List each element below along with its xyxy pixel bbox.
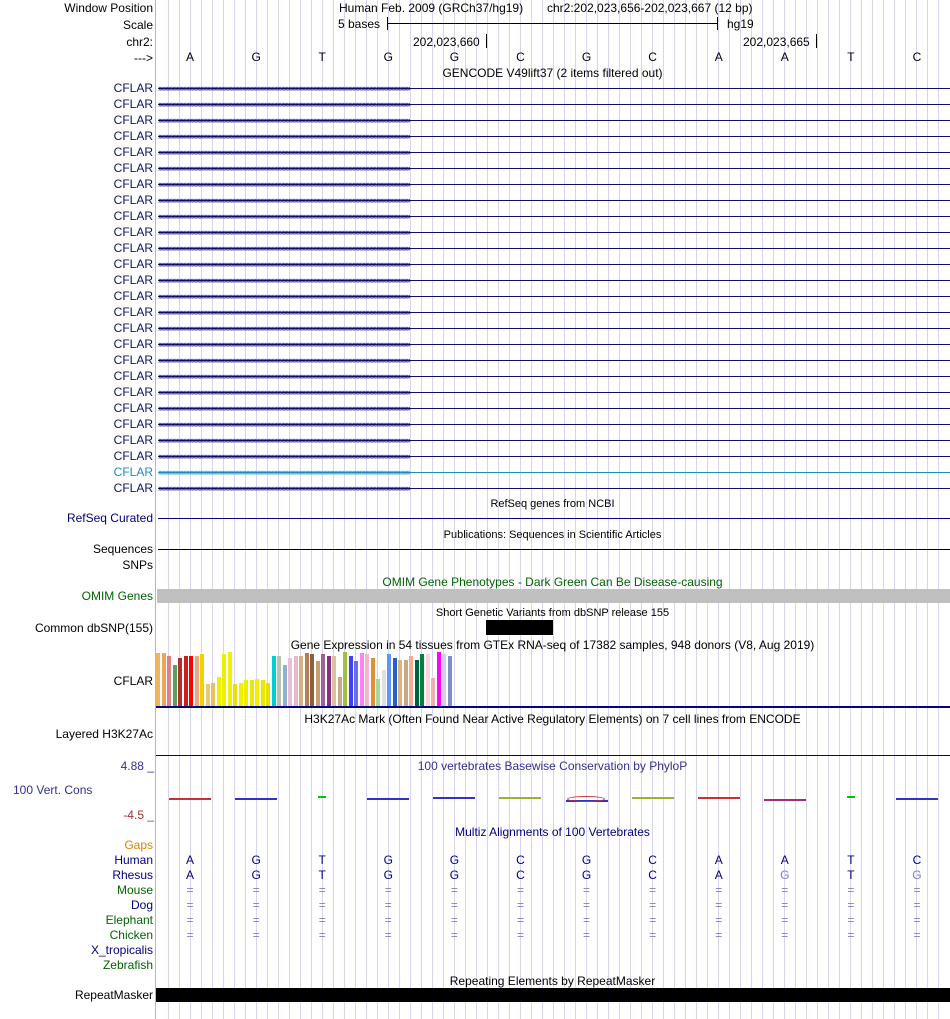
multiz-base: = xyxy=(649,883,657,897)
multiz-species-label[interactable]: Dog xyxy=(130,898,153,912)
gencode-gene-label[interactable]: CFLAR xyxy=(113,401,153,415)
strand-arrows: ›››››››››››››››››››››››››››››››››››››››››››››››››››››››››››››››››››››››››››››››››››››››››››››››››››››››››››››››››››››››››››››››››››››››››››››››››››››››››››››››››››››››››››››››››››› xyxy=(158,307,410,317)
gtex-tissue-bar[interactable] xyxy=(448,656,452,706)
strand-arrows: ›››››››››››››››››››››››››››››››››››››››››››››››››››››››››››››››››››››››››››››››››››››››››››››››››››››››››››››››››››››››››››››››››››››››››››››››››››››››››››››››››››››››››››››››››››› xyxy=(158,483,410,493)
multiz-base: T xyxy=(318,868,326,882)
gtex-tissue-bar[interactable] xyxy=(239,683,243,706)
gencode-transcript[interactable] xyxy=(158,385,950,399)
strand-arrows: ›››››››››››››››››››››››››››››››››››››››››››››››››››››››››››››››››››››››››››››››››››››››››››››››››››››››››››››››››››››››››››››››››››››››››››››››››››››››››››››››››››››››››››››››››››› xyxy=(158,227,410,237)
phylop-score-mark[interactable] xyxy=(847,796,855,798)
publications-line[interactable] xyxy=(158,549,950,550)
multiz-base: = xyxy=(450,928,458,942)
gtex-tissue-bar[interactable] xyxy=(178,658,182,706)
strand-arrows: ›››››››››››››››››››››››››››››››››››››››››››››››››››››››››››››››››››››››››››››››››››››››››››››››››››››››››››››››››››››››››››››››››››››››››››››››››››››››››››››››››››››››››››››››››››› xyxy=(158,131,410,141)
omim-label[interactable]: OMIM Genes xyxy=(81,589,153,603)
multiz-base: = xyxy=(649,913,657,927)
multiz-base: = xyxy=(913,928,921,942)
publications-label[interactable]: Sequences xyxy=(92,542,153,556)
gencode-gene-label[interactable]: CFLAR xyxy=(113,161,153,175)
gtex-tissue-bar[interactable] xyxy=(211,683,215,706)
multiz-base: = xyxy=(450,913,458,927)
gtex-tissue-bar[interactable] xyxy=(354,661,358,706)
gtex-label[interactable]: CFLAR xyxy=(113,674,153,688)
multiz-species-label[interactable]: Chicken xyxy=(109,928,153,942)
multiz-base: = xyxy=(583,928,591,942)
strand-arrows: ›››››››››››››››››››››››››››››››››››››››››››››››››››››››››››››››››››››››››››››››››››››››››››››››››››››››››››››››››››››››››››››››››››››››››››››››››››››››››››››››››››››››››››››››››››› xyxy=(158,339,410,349)
phylop-score-mark[interactable] xyxy=(896,798,938,800)
chrom-label: chr2: xyxy=(126,35,153,49)
strand-arrows: ›››››››››››››››››››››››››››››››››››››››››››››››››››››››››››››››››››››››››››››››››››››››››››››››››››››››››››››››››››››››››››››››››››››››››››››››››››››››››››››››››››››››››››››››››››› xyxy=(158,419,410,429)
multiz-base: = xyxy=(715,928,723,942)
gencode-transcript[interactable] xyxy=(158,241,950,255)
multiz-base: G xyxy=(251,868,261,882)
multiz-species-label[interactable]: Zebrafish xyxy=(102,958,153,972)
gencode-gene-label[interactable]: CFLAR xyxy=(113,433,153,447)
gtex-tissue-bar[interactable] xyxy=(233,684,237,706)
gtex-tissue-bar[interactable] xyxy=(415,660,419,706)
gencode-gene-label[interactable]: CFLAR xyxy=(113,481,153,495)
multiz-base: C xyxy=(648,868,657,882)
gencode-gene-label[interactable]: CFLAR xyxy=(113,289,153,303)
gencode-transcript[interactable] xyxy=(158,209,950,223)
gencode-gene-label[interactable]: CFLAR xyxy=(113,177,153,191)
multiz-base: A xyxy=(714,868,723,882)
multiz-base: G xyxy=(449,868,460,882)
gtex-tissue-bar[interactable] xyxy=(420,654,424,706)
multiz-base: = xyxy=(516,898,524,912)
coord-1-tick xyxy=(486,34,487,48)
gtex-tissue-bar[interactable] xyxy=(250,680,254,706)
multiz-base: = xyxy=(186,898,194,912)
phylop-score-mark[interactable] xyxy=(318,796,326,798)
dbsnp-label[interactable]: Common dbSNP(155) xyxy=(34,621,153,635)
multiz-base: = xyxy=(913,898,921,912)
multiz-base: = xyxy=(384,928,392,942)
gtex-tissue-bar[interactable] xyxy=(393,658,397,706)
multiz-base: = xyxy=(781,913,789,927)
gencode-transcript[interactable] xyxy=(158,321,950,335)
refseq-title[interactable]: RefSeq genes from NCBI xyxy=(490,498,615,510)
multiz-base: T xyxy=(318,853,326,867)
gtex-tissue-bar[interactable] xyxy=(360,653,364,706)
gencode-transcript[interactable] xyxy=(158,433,950,447)
gtex-tissue-bar[interactable] xyxy=(327,656,331,706)
multiz-base: C xyxy=(516,868,525,882)
base-letter: G xyxy=(251,50,261,64)
gencode-gene-label[interactable]: CFLAR xyxy=(113,225,153,239)
gtex-tissue-bar[interactable] xyxy=(244,680,248,706)
multiz-title[interactable]: Multiz Alignments of 100 Vertebrates xyxy=(455,825,650,839)
gtex-tissue-bar[interactable] xyxy=(217,677,221,706)
gtex-tissue-bar[interactable] xyxy=(376,679,380,706)
phylop-score-mark[interactable] xyxy=(433,797,475,799)
base-letter: C xyxy=(912,50,922,64)
gencode-gene-label[interactable]: CFLAR xyxy=(113,193,153,207)
gencode-transcript[interactable] xyxy=(158,257,950,271)
scale-bar xyxy=(387,23,718,24)
coord-2: 202,023,665 xyxy=(743,35,810,49)
phylop-score-mark[interactable] xyxy=(367,798,409,800)
gtex-tissue-bar[interactable] xyxy=(365,654,369,706)
gtex-tissue-bar[interactable] xyxy=(398,660,402,706)
strand-arrows: ›››››››››››››››››››››››››››››››››››››››››››››››››››››››››››››››››››››››››››››››››››››››››››››››››››››››››››››››››››››››››››››››››››››››››››››››››››››››››››››››››››››››››››››››››››› xyxy=(158,323,410,333)
gencode-gene-label[interactable]: CFLAR xyxy=(113,129,153,143)
gencode-transcript[interactable] xyxy=(158,401,950,415)
gtex-tissue-bar[interactable] xyxy=(184,656,188,706)
gencode-gene-label[interactable]: CFLAR xyxy=(113,209,153,223)
strand-arrows: ›››››››››››››››››››››››››››››››››››››››››››››››››››››››››››››››››››››››››››››››››››››››››››››››››››››››››››››››››››››››››››››››››››››››››››››››››››››››››››››››››››››››››››››››››››› xyxy=(158,163,410,173)
multiz-base: = xyxy=(781,898,789,912)
multiz-base: = xyxy=(186,913,194,927)
multiz-base: = xyxy=(781,928,789,942)
base-letter: T xyxy=(318,50,326,64)
gencode-transcript[interactable] xyxy=(158,225,950,239)
strand-arrows: ›››››››››››››››››››››››››››››››››››››››››››››››››››››››››››››››››››››››››››››››››››››››››››››››››››››››››››››››››››››››››››››››››››››››››››››››››››››››››››››››››››››››››››››››››››› xyxy=(158,115,410,125)
multiz-base: = xyxy=(847,898,855,912)
base-letter: C xyxy=(516,50,525,64)
multiz-base: = xyxy=(252,913,260,927)
gtex-tissue-bar[interactable] xyxy=(338,677,342,706)
gtex-tissue-bar[interactable] xyxy=(349,656,353,706)
multiz-base: = xyxy=(583,898,591,912)
gtex-tissue-bar[interactable] xyxy=(310,654,314,706)
strand-arrows: ›››››››››››››››››››››››››››››››››››››››››››››››››››››››››››››››››››››››››››››››››››››››››››››››››››››››››››››››››››››››››››››››››››››››››››››››››››››››››››››››››››››››››››››››››››› xyxy=(158,195,410,205)
gencode-transcript[interactable] xyxy=(158,113,950,127)
strand-arrows: ›››››››››››››››››››››››››››››››››››››››››››››››››››››››››››››››››››››››››››››››››››››››››››››››››››››››››››››››››››››››››››››››››››››››››››››››››››››››››››››››››››››››››››››››››››› xyxy=(158,99,410,109)
h3k27ac-baseline xyxy=(156,755,950,756)
gencode-transcript[interactable] xyxy=(158,369,950,383)
gencode-transcript[interactable] xyxy=(158,465,950,479)
gtex-tissue-bar[interactable] xyxy=(189,656,193,706)
omim-feature[interactable] xyxy=(157,589,950,603)
repeatmasker-label[interactable]: RepeatMasker xyxy=(74,988,153,1002)
base-letter: G xyxy=(383,50,393,64)
phylop-score-mark[interactable] xyxy=(169,798,211,800)
gencode-gene-label[interactable]: CFLAR xyxy=(113,337,153,351)
phylop-plot[interactable] xyxy=(156,770,950,820)
gtex-tissue-bar[interactable] xyxy=(162,653,166,706)
gtex-tissue-bar[interactable] xyxy=(228,652,232,706)
gtex-tissue-bar[interactable] xyxy=(387,654,391,706)
gtex-tissue-bar[interactable] xyxy=(437,652,441,706)
gencode-transcript[interactable] xyxy=(158,305,950,319)
base-letter: G xyxy=(581,50,592,64)
omim-title[interactable]: OMIM Gene Phenotypes - Dark Green Can Be Disease-causing xyxy=(382,575,723,589)
gencode-gene-label[interactable]: CFLAR xyxy=(113,97,153,111)
multiz-base: G xyxy=(581,868,592,882)
dbsnp-title[interactable]: Short Genetic Variants from dbSNP release 155 xyxy=(435,607,670,619)
h3k27ac-title[interactable]: H3K27Ac Mark (Often Found Near Active Regulatory Elements) on 7 cell lines from ENCODE xyxy=(304,712,801,726)
multiz-base: A xyxy=(186,853,195,867)
snps-label[interactable]: SNPs xyxy=(122,558,153,572)
multiz-base: = xyxy=(384,913,392,927)
gencode-gene-label[interactable]: CFLAR xyxy=(113,417,153,431)
multiz-base: = xyxy=(913,913,921,927)
gencode-gene-label[interactable]: CFLAR xyxy=(113,145,153,159)
multiz-base: = xyxy=(384,898,392,912)
phylop-score-mark[interactable] xyxy=(235,798,277,800)
publications-title[interactable]: Publications: Sequences in Scientific Articles xyxy=(443,529,662,541)
multiz-base: = xyxy=(715,898,723,912)
multiz-base: = xyxy=(715,913,723,927)
multiz-base: = xyxy=(252,928,260,942)
multiz-base: G xyxy=(449,853,460,867)
multiz-base: = xyxy=(252,898,260,912)
gencode-gene-label[interactable]: CFLAR xyxy=(113,257,153,271)
gtex-tissue-bar[interactable] xyxy=(261,680,265,706)
scale-db: hg19 xyxy=(727,17,754,31)
gencode-transcript[interactable] xyxy=(158,193,950,207)
gtex-tissue-bar[interactable] xyxy=(167,656,171,706)
phylop-negative-mark[interactable] xyxy=(567,796,605,802)
multiz-base: C xyxy=(648,853,657,867)
gencode-transcript[interactable] xyxy=(158,161,950,175)
scale-bar-right-tick xyxy=(717,17,718,30)
strand-arrows: ›››››››››››››››››››››››››››››››››››››››››››››››››››››››››››››››››››››››››››››››››››››››››››››››››››››››››››››››››››››››››››››››››››››››››››››››››››››››››››››››››››››››››››››››››››› xyxy=(158,371,410,381)
strand-arrows: ›››››››››››››››››››››››››››››››››››››››››››››››››››››››››››››››››››››››››››››››››››››››››››››››››››››››››››››››››››››››››››››››››››››››››››››››››››››››››››››››››››››››››››››››››››› xyxy=(158,435,410,445)
multiz-base: = xyxy=(318,928,326,942)
multiz-base: G xyxy=(912,868,922,882)
multiz-base: = xyxy=(450,883,458,897)
strand-arrows: ›››››››››››››››››››››››››››››››››››››››››››››››››››››››››››››››››››››››››››››››››››››››››››››››››››››››››››››››››››››››››››››››››››››››››››››››››››››››››››››››››››››››››››››››››››› xyxy=(158,467,410,477)
multiz-species-label[interactable]: Rhesus xyxy=(112,868,153,882)
multiz-base: = xyxy=(649,898,657,912)
gencode-transcript[interactable] xyxy=(158,417,950,431)
base-letter: T xyxy=(847,50,855,64)
multiz-base: = xyxy=(847,913,855,927)
strand-arrows: ›››››››››››››››››››››››››››››››››››››››››››››››››››››››››››››››››››››››››››››››››››››››››››››››››››››››››››››››››››››››››››››››››››››››››››››››››››››››››››››››››››››››››››››››››››› xyxy=(158,275,410,285)
gtex-tissue-bar[interactable] xyxy=(426,654,430,706)
multiz-base: = xyxy=(186,928,194,942)
multiz-base: = xyxy=(318,898,326,912)
multiz-species-label[interactable]: Elephant xyxy=(105,913,153,927)
multiz-base: G xyxy=(383,853,393,867)
gencode-gene-label[interactable]: CFLAR xyxy=(113,241,153,255)
multiz-base: A xyxy=(714,853,723,867)
gtex-tissue-bar[interactable] xyxy=(299,656,303,706)
phylop-max: 4.88 _ xyxy=(120,759,154,773)
gencode-transcript[interactable] xyxy=(158,273,950,287)
gencode-gene-label[interactable]: CFLAR xyxy=(113,113,153,127)
gtex-tissue-bar[interactable] xyxy=(431,678,435,706)
refseq-label[interactable]: RefSeq Curated xyxy=(66,511,153,525)
gtex-tissue-bar[interactable] xyxy=(206,684,210,706)
gtex-tissue-bar[interactable] xyxy=(222,654,226,706)
base-letter: C xyxy=(648,50,657,64)
multiz-base: = xyxy=(384,883,392,897)
gtex-tissue-bar[interactable] xyxy=(156,653,160,706)
phylop-label[interactable]: 100 Vert. Cons xyxy=(13,783,93,797)
multiz-base: G xyxy=(581,853,592,867)
gtex-title[interactable]: Gene Expression in 54 tissues from GTEx RNA-seq of 17382 samples, 948 donors (V8, Aug 2019) xyxy=(290,638,815,652)
multiz-base: = xyxy=(847,883,855,897)
h3k27ac-label[interactable]: Layered H3K27Ac xyxy=(55,727,153,741)
multiz-base: G xyxy=(383,868,393,882)
gencode-gene-label[interactable]: CFLAR xyxy=(113,305,153,319)
multiz-base: = xyxy=(318,913,326,927)
scale-text: 5 bases xyxy=(338,17,381,31)
multiz-base: C xyxy=(912,853,922,867)
gencode-gene-label[interactable]: CFLAR xyxy=(113,273,153,287)
gtex-tissue-bar[interactable] xyxy=(343,652,347,706)
gtex-tissue-bar[interactable] xyxy=(195,656,199,706)
multiz-base: = xyxy=(450,898,458,912)
gtex-tissue-bar[interactable] xyxy=(283,665,287,706)
gtex-tissue-bar[interactable] xyxy=(173,665,177,706)
gencode-transcript[interactable] xyxy=(158,97,950,111)
multiz-base: T xyxy=(847,853,855,867)
repeatmasker-title[interactable]: Repeating Elements by RepeatMasker xyxy=(449,974,656,988)
gencode-gene-label[interactable]: CFLAR xyxy=(113,385,153,399)
multiz-base: = xyxy=(583,883,591,897)
strand-arrows: ›››››››››››››››››››››››››››››››››››››››››››››››››››››››››››››››››››››››››››››››››››››››››››››››››››››››››››››››››››››››››››››››››››››››››››››››››››››››››››››››››››››››››››››››››››› xyxy=(158,451,410,461)
gtex-tissue-bar[interactable] xyxy=(305,653,309,706)
gtex-tissue-bar[interactable] xyxy=(382,670,386,706)
strand-arrows: ›››››››››››››››››››››››››››››››››››››››››››››››››››››››››››››››››››››››››››››››››››››››››››››››››››››››››››››››››››››››››››››››››››››››››››››››››››››››››››››››››››››››››››››››››››› xyxy=(158,259,410,269)
gtex-tissue-bar[interactable] xyxy=(266,683,270,706)
gtex-tissue-bar[interactable] xyxy=(316,661,320,706)
gencode-transcript[interactable] xyxy=(158,337,950,351)
base-letter: A xyxy=(780,50,789,64)
phylop-score-mark[interactable] xyxy=(499,797,541,799)
strand-arrows: ›››››››››››››››››››››››››››››››››››››››››››››››››››››››››››››››››››››››››››››››››››››››››››››››››››››››››››››››››››››››››››››››››››››››››››››››››››››››››››››››››››››››››››››››››››› xyxy=(158,291,410,301)
gencode-gene-label[interactable]: CFLAR xyxy=(113,81,153,95)
strand-arrows: ›››››››››››››››››››››››››››››››››››››››››››››››››››››››››››››››››››››››››››››››››››››››››››››››››››››››››››››››››››››››››››››››››››››››››››››››››››››››››››››››››››››››››››››››››››› xyxy=(158,179,410,189)
gtex-tissue-bar[interactable] xyxy=(272,656,276,706)
strand-arrows: ›››››››››››››››››››››››››››››››››››››››››››››››››››››››››››››››››››››››››››››››››››››››››››››››››››››››››››››››››››››››››››››››››››››››››››››››››››››››››››››››››››››››››››››››››››› xyxy=(158,403,410,413)
multiz-base: C xyxy=(516,853,525,867)
scale-label: Scale xyxy=(122,18,153,32)
multiz-base: G xyxy=(251,853,261,867)
multiz-base: T xyxy=(847,868,855,882)
gtex-tissue-bar[interactable] xyxy=(277,656,281,706)
gtex-tissue-bar[interactable] xyxy=(442,654,446,706)
base-letter: A xyxy=(714,50,723,64)
phylop-score-mark[interactable] xyxy=(698,797,740,799)
multiz-base: = xyxy=(516,883,524,897)
strand-label: ---> xyxy=(134,51,153,65)
gencode-gene-label[interactable]: CFLAR xyxy=(113,449,153,463)
multiz-base: = xyxy=(516,913,524,927)
multiz-base: A xyxy=(186,868,195,882)
gencode-transcript[interactable] xyxy=(158,481,950,495)
strand-arrows: ›››››››››››››››››››››››››››››››››››››››››››››››››››››››››››››››››››››››››››››››››››››››››››››››››››››››››››››››››››››››››››››››››››››››››››››››››››››››››››››››››››››››››››››››››››› xyxy=(158,243,410,253)
coord-1: 202,023,660 xyxy=(413,35,480,49)
gtex-tissue-bar[interactable] xyxy=(255,679,259,706)
multiz-base: A xyxy=(780,853,789,867)
gtex-plot[interactable] xyxy=(156,652,950,706)
phylop-score-mark[interactable] xyxy=(632,797,674,799)
gencode-title[interactable]: GENCODE V49lift37 (2 items filtered out) xyxy=(442,66,663,80)
gtex-tissue-bar[interactable] xyxy=(294,656,298,706)
gtex-tissue-bar[interactable] xyxy=(332,656,336,706)
multiz-species-label[interactable]: Human xyxy=(114,853,153,867)
base-letter: A xyxy=(186,50,195,64)
multiz-base: = xyxy=(252,883,260,897)
repeatmasker-feature[interactable] xyxy=(156,988,950,1002)
gencode-gene-label[interactable]: CFLAR xyxy=(113,369,153,383)
refseq-line[interactable] xyxy=(158,518,950,519)
multiz-species-label[interactable]: Mouse xyxy=(116,883,153,897)
assembly-label: Human Feb. 2009 (GRCh37/hg19) xyxy=(339,1,524,15)
gencode-transcript[interactable] xyxy=(158,129,950,143)
gencode-gene-label[interactable]: CFLAR xyxy=(113,353,153,367)
multiz-base: G xyxy=(780,868,790,882)
multiz-base: = xyxy=(781,883,789,897)
multiz-base: = xyxy=(715,883,723,897)
gtex-tissue-bar[interactable] xyxy=(321,654,325,706)
strand-arrows: ›››››››››››››››››››››››››››››››››››››››››››››››››››››››››››››››››››››››››››››››››››››››››››››››››››››››››››››››››››››››››››››››››››››››››››››››››››››››››››››››››››››››››››››››››››› xyxy=(158,83,410,93)
strand-arrows: ›››››››››››››››››››››››››››››››››››››››››››››››››››››››››››››››››››››››››››››››››››››››››››››››››››››››››››››››››››››››››››››››››››››››››››››››››››››››››››››››››››››››››››››››››››› xyxy=(158,387,410,397)
multiz-base: = xyxy=(186,883,194,897)
gtex-tissue-bar[interactable] xyxy=(404,660,408,706)
gencode-transcript[interactable] xyxy=(158,81,950,95)
multiz-base: = xyxy=(649,928,657,942)
multiz-base: = xyxy=(913,883,921,897)
position-label[interactable]: chr2:202,023,656-202,023,667 (12 bp) xyxy=(547,1,753,15)
gencode-gene-label[interactable]: CFLAR xyxy=(113,321,153,335)
window-position-label: Window Position xyxy=(64,1,153,15)
scale-bar-left-tick xyxy=(387,17,388,30)
multiz-base: = xyxy=(583,913,591,927)
gtex-tissue-bar[interactable] xyxy=(200,654,204,706)
strand-arrows: ›››››››››››››››››››››››››››››››››››››››››››››››››››››››››››››››››››››››››››››››››››››››››››››››››››››››››››››››››››››››››››››››››››››››››››››››››››››››››››››››››››››››››››››››››››› xyxy=(158,211,410,221)
multiz-base: = xyxy=(847,928,855,942)
base-letter: G xyxy=(449,50,460,64)
gencode-gene-label[interactable]: CFLAR xyxy=(113,465,153,479)
multiz-species-label[interactable]: X_tropicalis xyxy=(90,943,153,957)
gencode-transcript[interactable] xyxy=(158,145,950,159)
gtex-tissue-bar[interactable] xyxy=(371,658,375,706)
multiz-species-label[interactable]: Gaps xyxy=(124,838,153,852)
multiz-base: = xyxy=(318,883,326,897)
phylop-title[interactable]: 100 vertebrates Basewise Conservation by PhyloP xyxy=(417,759,688,773)
strand-arrows: ›››››››››››››››››››››››››››››››››››››››››››››››››››››››››››››››››››››››››››››››››››››››››››››››››››››››››››››››››››››››››››››››››››››››››››››››››››››››››››››››››››››››››››››››››››› xyxy=(158,147,410,157)
gencode-transcript[interactable] xyxy=(158,353,950,367)
coord-2-tick xyxy=(816,34,817,48)
strand-arrows: ›››››››››››››››››››››››››››››››››››››››››››››››››››››››››››››››››››››››››››››››››››››››››››››››››››››››››››››››››››››››››››››››››››››››››››››››››››››››››››››››››››››››››››››››››››› xyxy=(158,355,410,365)
gtex-baseline xyxy=(156,706,950,708)
gencode-transcript[interactable] xyxy=(158,177,950,191)
phylop-score-mark[interactable] xyxy=(764,799,806,801)
dbsnp-feature[interactable] xyxy=(486,620,553,635)
gencode-transcript[interactable] xyxy=(158,289,950,303)
phylop-min: -4.5 _ xyxy=(123,808,154,822)
multiz-base: = xyxy=(516,928,524,942)
gencode-transcript[interactable] xyxy=(158,449,950,463)
gtex-tissue-bar[interactable] xyxy=(409,656,413,706)
gtex-tissue-bar[interactable] xyxy=(288,658,292,706)
